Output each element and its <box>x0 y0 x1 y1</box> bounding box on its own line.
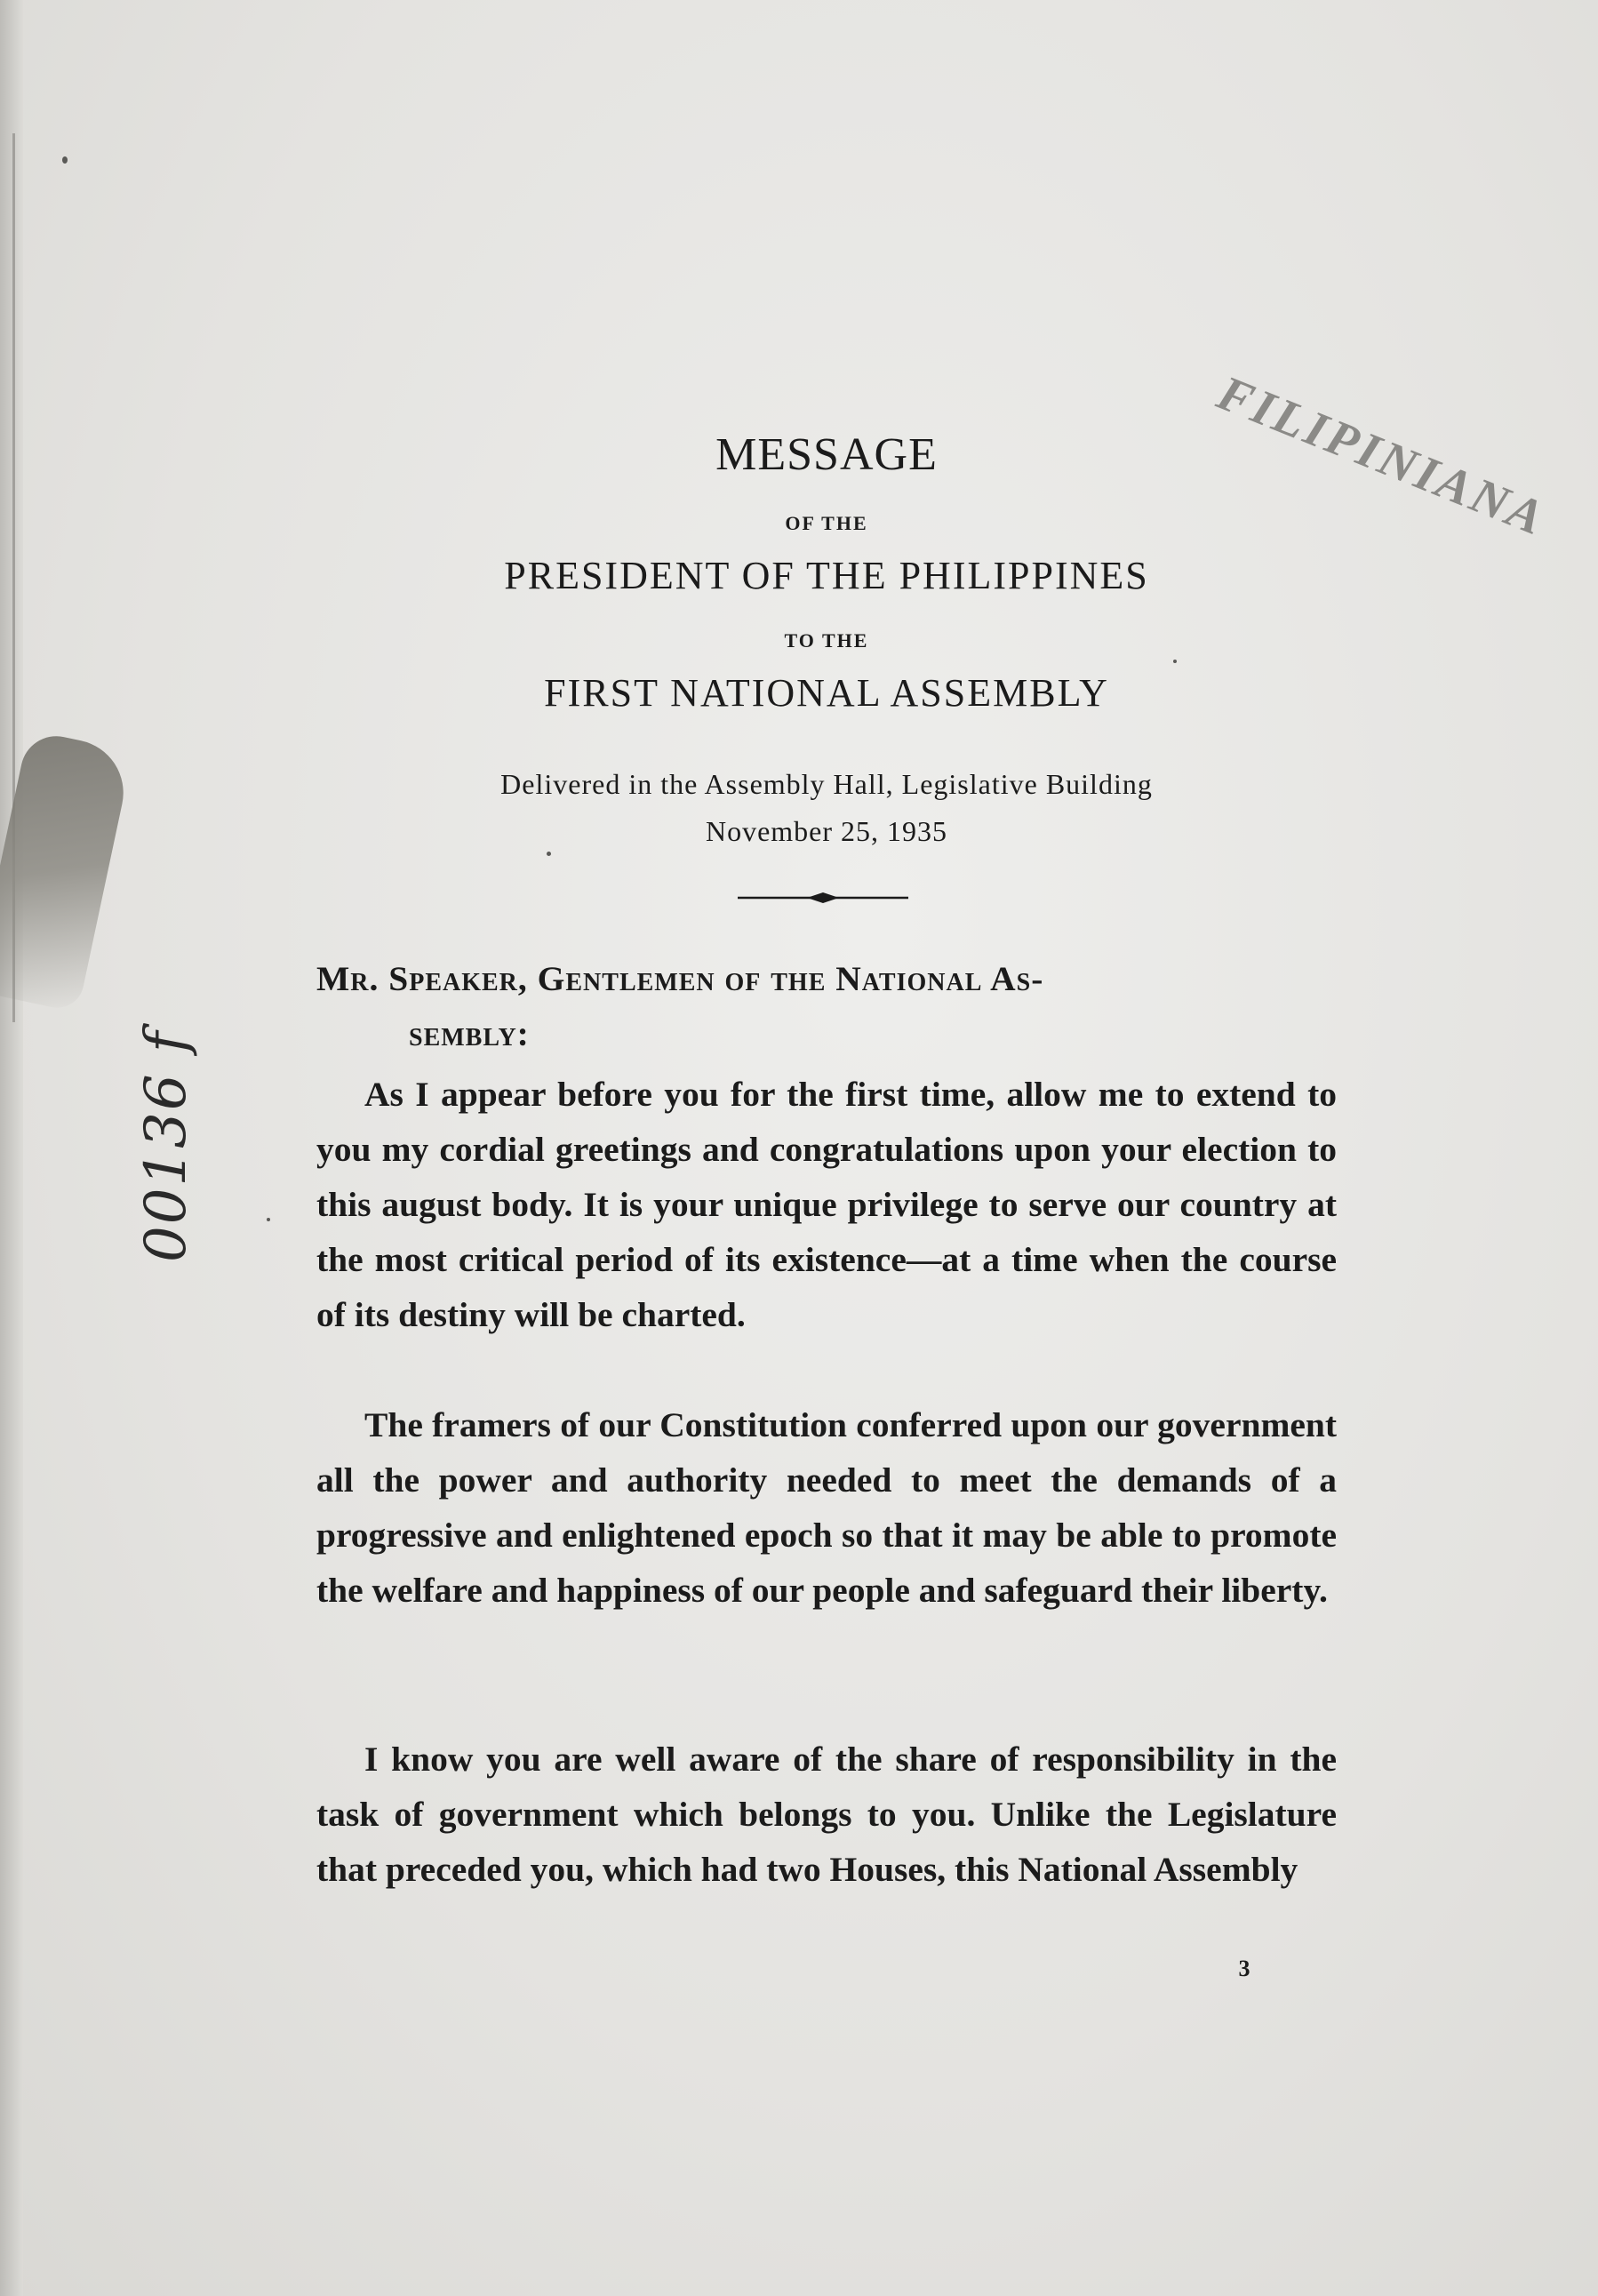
subtitle-connector-of-the: OF THE <box>785 512 868 534</box>
paragraph: As I appear before you for the first time, allow me to extend to you my cordial greetings and congratulations upon your election to this august body. It is your unique privilege to serve our country at the most critical period of its existence—at a time when the course of its destiny will be charted. <box>316 1075 1337 1334</box>
library-stamp: FILIPINIANA <box>1210 364 1554 548</box>
handwritten-catalog-number: 00136 f <box>133 1029 199 1262</box>
salutation-line-2: sembly: <box>409 1014 530 1053</box>
delivery-location: Delivered in the Assembly Hall, Legislative Building <box>500 768 1153 800</box>
delivery-date: November 25, 1935 <box>705 815 948 847</box>
binding-stain <box>0 730 133 1012</box>
paragraph: I know you are well aware of the share of responsibility in the task of government which belongs to you. Unlike the Legislature that preceded you, which had two Houses, this National Assembly <box>316 1740 1337 1889</box>
paragraph: The framers of our Constitution conferred upon our government all the power and authority needed to meet the demands of a progressive and enlightened epoch so that it may be able to promote the welfare and happiness of our people and safeguard their liberty. <box>316 1405 1337 1610</box>
subtitle-connector-to-the: TO THE <box>784 629 869 652</box>
paper-speck <box>62 156 68 164</box>
page-title: MESSAGE <box>715 429 938 480</box>
binding-edge <box>0 0 23 2296</box>
assembly-heading: FIRST NATIONAL ASSEMBLY <box>544 671 1109 715</box>
page-number: 3 <box>1238 1956 1250 1981</box>
salutation-line-1: Mr. Speaker, Gentlemen of the National As- <box>316 959 1044 998</box>
ornament-divider <box>738 891 908 905</box>
salutation <box>316 951 1337 1061</box>
paper-speck <box>547 852 551 856</box>
paper-speck <box>267 1218 270 1221</box>
office-heading: PRESIDENT OF THE PHILIPPINES <box>504 554 1149 597</box>
paper-speck <box>1173 660 1177 663</box>
